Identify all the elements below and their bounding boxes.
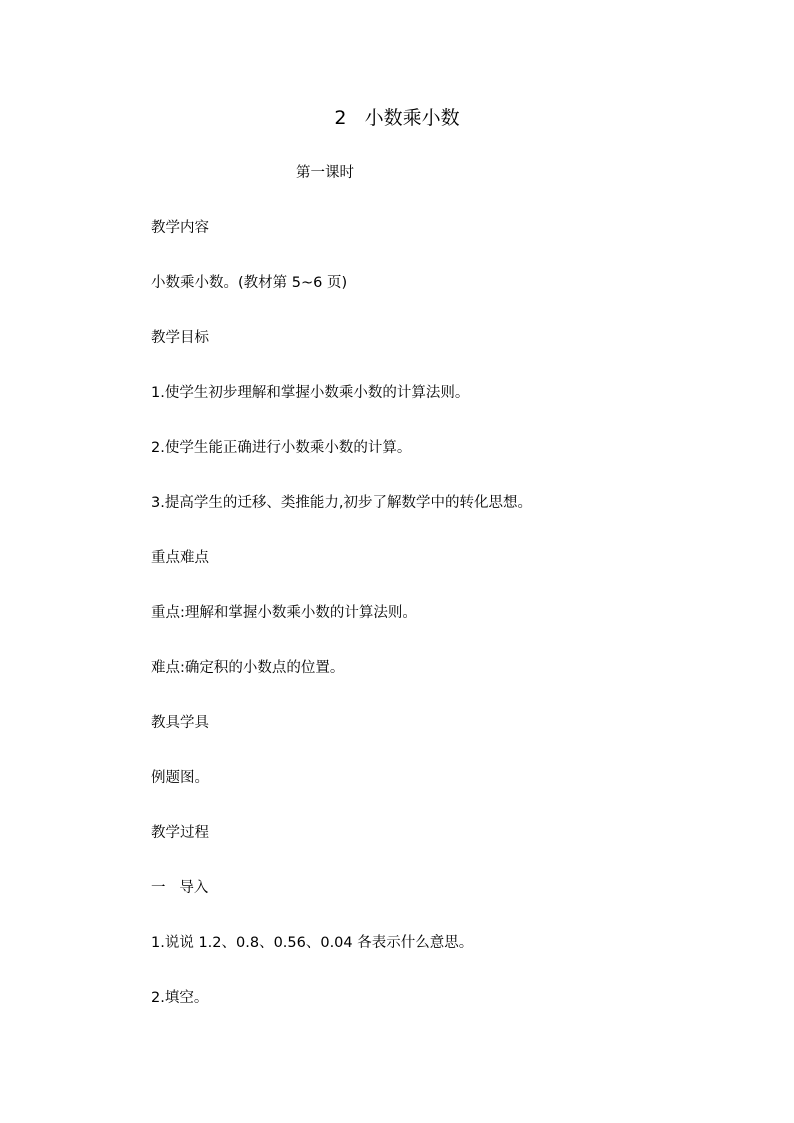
materials-text: 例题图。 [151,770,209,786]
section-heading-process: 教学过程 [151,825,209,841]
goal-item-3: 3.提高学生的迁移、类推能力,初步了解数学中的转化思想。 [151,495,532,511]
goal-item-2: 2.使学生能正确进行小数乘小数的计算。 [151,440,412,456]
goal-item-1: 1.使学生初步理解和掌握小数乘小数的计算法则。 [151,385,470,401]
intro-item-2: 2.填空。 [151,990,209,1006]
section-heading-materials: 教具学具 [151,715,209,731]
paragraph-content: 小数乘小数。(教材第 5~6 页) [151,275,348,291]
page-title: 2 小数乘小数 [334,107,460,129]
intro-item-1: 1.说说 1.2、0.8、0.56、0.04 各表示什么意思。 [151,935,474,951]
section-heading-key-points: 重点难点 [151,550,209,566]
difficult-point: 难点:确定积的小数点的位置。 [151,660,345,676]
process-step-intro: 一 导入 [151,880,209,896]
key-point: 重点:理解和掌握小数乘小数的计算法则。 [151,605,417,621]
page-subtitle: 第一课时 [296,165,354,181]
section-heading-content: 教学内容 [151,220,209,236]
section-heading-goals: 教学目标 [151,330,209,346]
